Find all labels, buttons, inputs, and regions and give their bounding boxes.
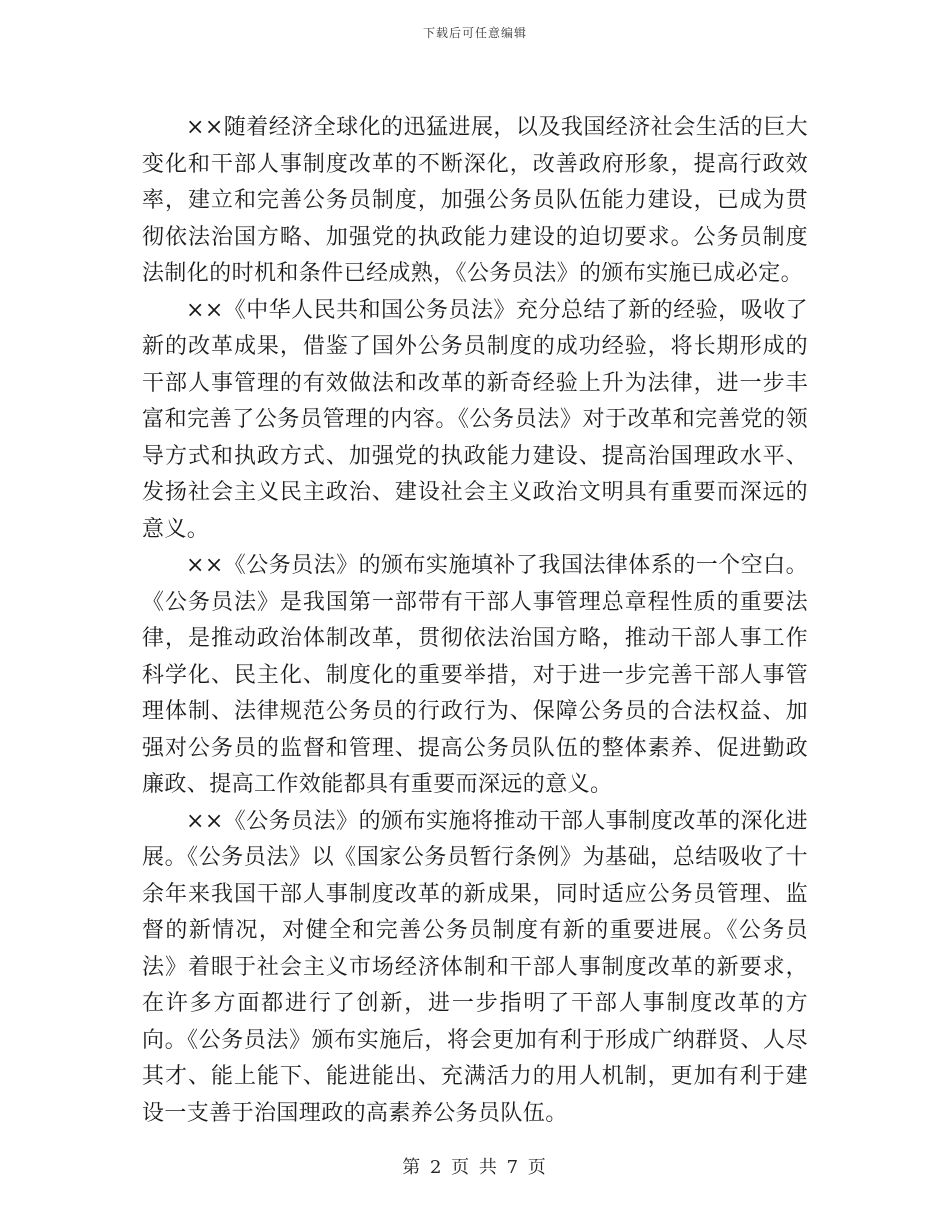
paragraph-1: ××随着经济全球化的迅猛进展，以及我国经济社会生活的巨大变化和干部人事制度改革的不断深化，改善政府形象，提高行政效率，建立和完善公务员制度，加强公务员队伍能力建设，已成为贯彻依法治国方略、加强党的执政能力建设的迫切要求。公务员制度法制化的时机和条件已经成熟，《公务员法》的颁布实施已成必定。 [142,115,808,286]
document-body [142,110,808,1132]
paragraph-4: ××《公务员法》的颁布实施将推动干部人事制度改革的深化进展。《公务员法》以《国家公务员暂行条例》为基础，总结吸收了十余年来我国干部人事制度改革的新成果，同时适应公务员管理、监督的新情况，对健全和完善公务员制度有新的重要进展。《公务员法》着眼于社会主义市场经济体制和干部人事制度改革的新要求，在许多方面都进行了创新，进一步指明了干部人事制度改革的方向。《公务员法》颁布实施后，将会更加有利于形成广纳群贤、人尽其才、能上能下、能进能出、充满活力的用人机制，更加有利于建设一支善于治国理政的高素养公务员队伍。 [142,808,808,1126]
page-number-footer: 第 2 页 共 7 页 [402,1157,548,1178]
paragraph-2: ××《中华人民共和国公务员法》充分总结了新的经验，吸收了新的改革成果，借鉴了国外公务员制度的成功经验，将长期形成的干部人事管理的有效做法和改革的新奇经验上升为法律，进一步丰富和完善了公务员管理的内容。《公务员法》对于改革和完善党的领导方式和执政方式、加强党的执政能力建设、提高治国理政水平、发扬社会主义民主政治、建设社会主义政治文明具有重要而深远的意义。 [142,297,808,542]
paragraph-3: ××《公务员法》的颁布实施填补了我国法律体系的一个空白。《公务员法》是我国第一部带有干部人事管理总章程性质的重要法律，是推动政治体制改革，贯彻依法治国方略，推动干部人事工作科学化、民主化、制度化的重要举措，对于进一步完善干部人事管理体制、法律规范公务员的行政行为、保障公务员的合法权益、加强对公务员的监督和管理、提高公务员队伍的整体素养、促进勤政廉政、提高工作效能都具有重要而深远的意义。 [142,553,808,797]
page-header: 下载后可任意编辑 [422,26,527,40]
